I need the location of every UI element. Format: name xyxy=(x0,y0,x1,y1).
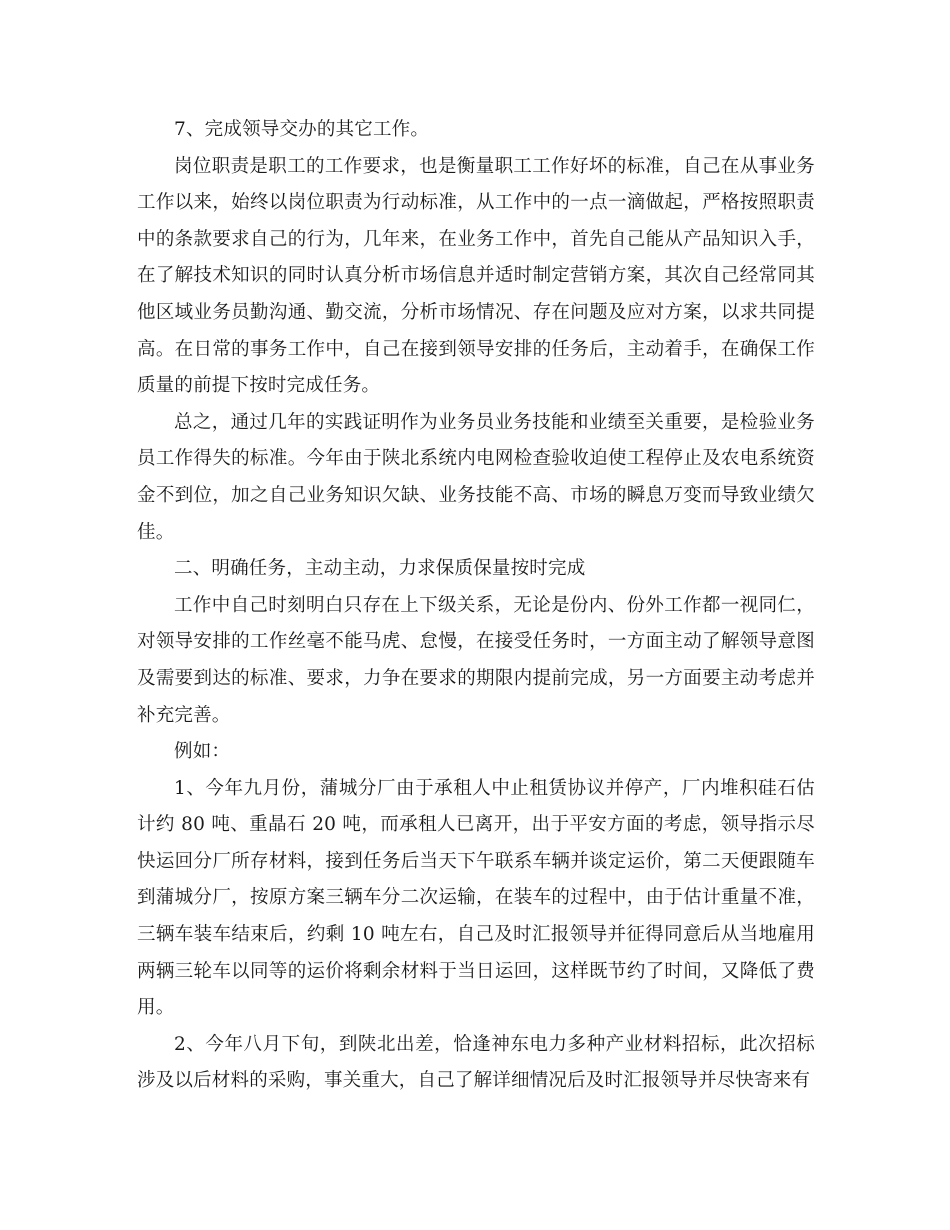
paragraph-item-7: 7、完成领导交办的其它工作。 xyxy=(174,119,430,140)
paragraph-example-1: 1、今年九月份，蒲城分厂由于承租人中止租赁协议并停产，厂内堆积硅石估计约 80 吨、重晶石 20 吨，而承租人已离开，出于平安方面的考虑，领导指示尽快运回分厂所存材料，接到任务后当天下午联系车辆并谈定运价，第二天便跟随车到蒲城分厂，按原方案三辆车分二次运输，在装车的过程中，由于估计重量不准，三辆车装车结束后，约剩 10 吨左右，自己及时汇报领导并征得同意后从当地雇用两辆三轮车以同等的运价将剩余材料于当日运回，这样既节约了时间，又降低了费用。 xyxy=(137,777,815,1019)
document-body xyxy=(137,112,815,1100)
section-heading-2: 二、明确任务，主动主动，力求保质保量按时完成 xyxy=(174,558,586,580)
paragraph-job-duties: 岗位职责是职工的工作要求，也是衡量职工工作好坏的标准，自己在从事业务工作以来，始终以岗位职责为行动标准，从工作中的一点一滴做起，严格按照职责中的条款要求自己的行为，几年来，在业务工作中，首先自己能从产品知识入手，在了解技术知识的同时认真分析市场信息并适时制定营销方案，其次自己经常同其他区域业务员勤沟通、勤交流，分析市场情况、存在问题及应对方案，以求共同提高。在日常的事务工作中，自己在接到领导安排的任务后，主动着手，在确保工作质量的前提下按时完成任务。 xyxy=(137,155,815,397)
paragraph-work-attitude: 工作中自己时刻明白只存在上下级关系，无论是份内、份外工作都一视同仁，对领导安排的工作丝毫不能马虎、怠慢，在接受任务时，一方面主动了解领导意图及需要到达的标准、要求，力争在要求的期限内提前完成，另一方面要主动考虑并补充完善。 xyxy=(137,594,815,726)
paragraph-summary: 总之，通过几年的实践证明作为业务员业务技能和业绩至关重要，是检验业务员工作得失的标准。今年由于陕北系统内电网检查验收迫使工程停止及农电系统资金不到位，加之自己业务知识欠缺、业务技能不高、市场的瞬息万变而导致业绩欠佳。 xyxy=(137,411,815,543)
paragraph-example-label: 例如： xyxy=(174,741,231,763)
paragraph-example-2: 2、今年八月下旬，到陕北出差，恰逢神东电力多种产业材料招标，此次招标涉及以后材料的采购，事关重大，自己了解详细情况后及时汇报领导并尽快寄来有 xyxy=(137,1033,815,1092)
